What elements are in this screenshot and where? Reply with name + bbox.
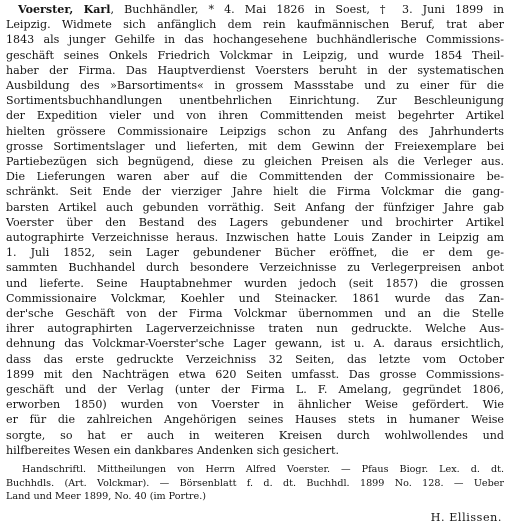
reference-line: Buchhdls. (Art. Volckmar). — Börsenblatt f. d. dt. Buchhdl. 1899 No. 128. — Ueber <box>6 477 504 489</box>
entry-line: 1. Juli 1852, sein Lager gebundener Bücher eröffnet, die er dem ge- <box>6 246 504 260</box>
entry-line: 1899 mit den Nachträgen etwa 620 Seiten umfasst. Das grosse Commissions- <box>6 367 504 381</box>
reference-line: Handschriftl. Mittheilungen von Herrn Alfred Voerster. — Pfaus Biogr. Lex. d. dt. <box>22 464 504 476</box>
entry-line: ihrer autographirten Lagerverzeichnisse traten nun gedruckte. Welche Aus- <box>6 322 504 336</box>
entry-line: Leipzig. Widmete sich anfänglich dem rein kaufmännischen Beruf, trat aber <box>6 18 504 32</box>
reference-line: Land und Meer 1899, No. 40 (im Portre.) <box>6 490 206 502</box>
entry-line: schränkt. Seit Ende der vierziger Jahre hielt die Firma Volckmar die gang- <box>6 185 504 199</box>
entry-line: geschäft und der Verlag (unter der Firma L. F. Amelang, gegründet 1806, <box>6 383 504 397</box>
entry-line: grosse Sortimentslager und lieferten, mit dem Gewinn der Freiexemplare bei <box>6 139 504 153</box>
entry-line: autographirte Verzeichnisse heraus. Inzwischen hatte Louis Zander in Leipzig am <box>6 231 504 245</box>
entry-line: Voerster über den Bestand des Lagers gebundener und brochirter Artikel <box>6 215 504 229</box>
entry-line: Sortimentsbuchhandlungen unentbehrlichen Einrichtung. Zur Beschleunigung <box>6 94 504 108</box>
entry-line: Commissionaire Volckmar, Koehler und Steinacker. 1861 wurde das Zan- <box>6 291 504 305</box>
entry-line: dehnung das Volckmar-Voerster'sche Lager gewann, ist u. A. daraus ersichtlich, <box>6 337 504 351</box>
entry-line: barsten Artikel auch gebunden vorräthig. Seit Anfang der fünfziger Jahre gab <box>6 200 504 214</box>
author-signature: H. Ellissen. <box>430 511 502 525</box>
entry-line: er für die zahlreichen Angehörigen seines Hauses stets in humaner Weise <box>6 413 504 427</box>
entry-line: hilfbereites Wesen ein dankbares Andenken sich gesichert. <box>6 443 340 457</box>
entry-line: Partiebezügen sich begnügend, diese zu gleichen Preisen als die Verleger aus. <box>6 155 504 169</box>
entry-body <box>6 2 504 458</box>
entry-line: hielten grössere Commissionaire Leipzigs schon zu Anfang des Jahrhunderts <box>6 124 504 138</box>
entry-line: und lieferte. Seine Hauptabnehmer wurden jedoch (seit 1857) die grossen <box>6 276 504 290</box>
entry-line: der Expedition vieler und von ihren Committenden meist begehrter Artikel <box>6 109 504 123</box>
entry-line: sammten Buchhandel durch besondere Verzeichnisse zu Verlegerpreisen anbot <box>6 261 504 275</box>
entry-line: dass das erste gedruckte Verzeichniss 32 Seiten, das letzte vom October <box>6 352 504 366</box>
entry-line <box>6 2 504 17</box>
entry-line: der'sche Geschäft von der Firma Volckmar übernommen und an die Stelle <box>6 307 504 321</box>
entry-line: 1843 als junger Gehilfe in das hochangesehene buchhändlerische Commissions- <box>6 33 504 47</box>
entry-line: sorgte, so hat er auch in weiteren Kreisen durch wohlwollendes und <box>6 428 504 442</box>
biography-entry <box>6 2 504 524</box>
entry-line: erworben 1850) wurden von Voerster in ähnlicher Weise gefördert. Wie <box>6 398 504 412</box>
entry-line-text: , Buchhändler, * 4. Mai 1826 in Soest, † 3. Juni 1899 in <box>110 3 504 16</box>
entry-name: Voerster, Karl <box>18 3 111 16</box>
entry-line: Die Lieferungen waren aber auf die Committenden der Commissionaire be- <box>6 170 504 184</box>
entry-line: geschäft seines Onkels Friedrich Volckmar in Leipzig, und wurde 1854 Theil- <box>6 48 504 62</box>
references <box>6 463 504 503</box>
entry-line: Ausbildung des »Barsortiments« in grossem Massstabe und zu einer für die <box>6 79 504 93</box>
entry-line: haber der Firma. Das Hauptverdienst Voersters beruht in der systematischen <box>6 63 504 77</box>
